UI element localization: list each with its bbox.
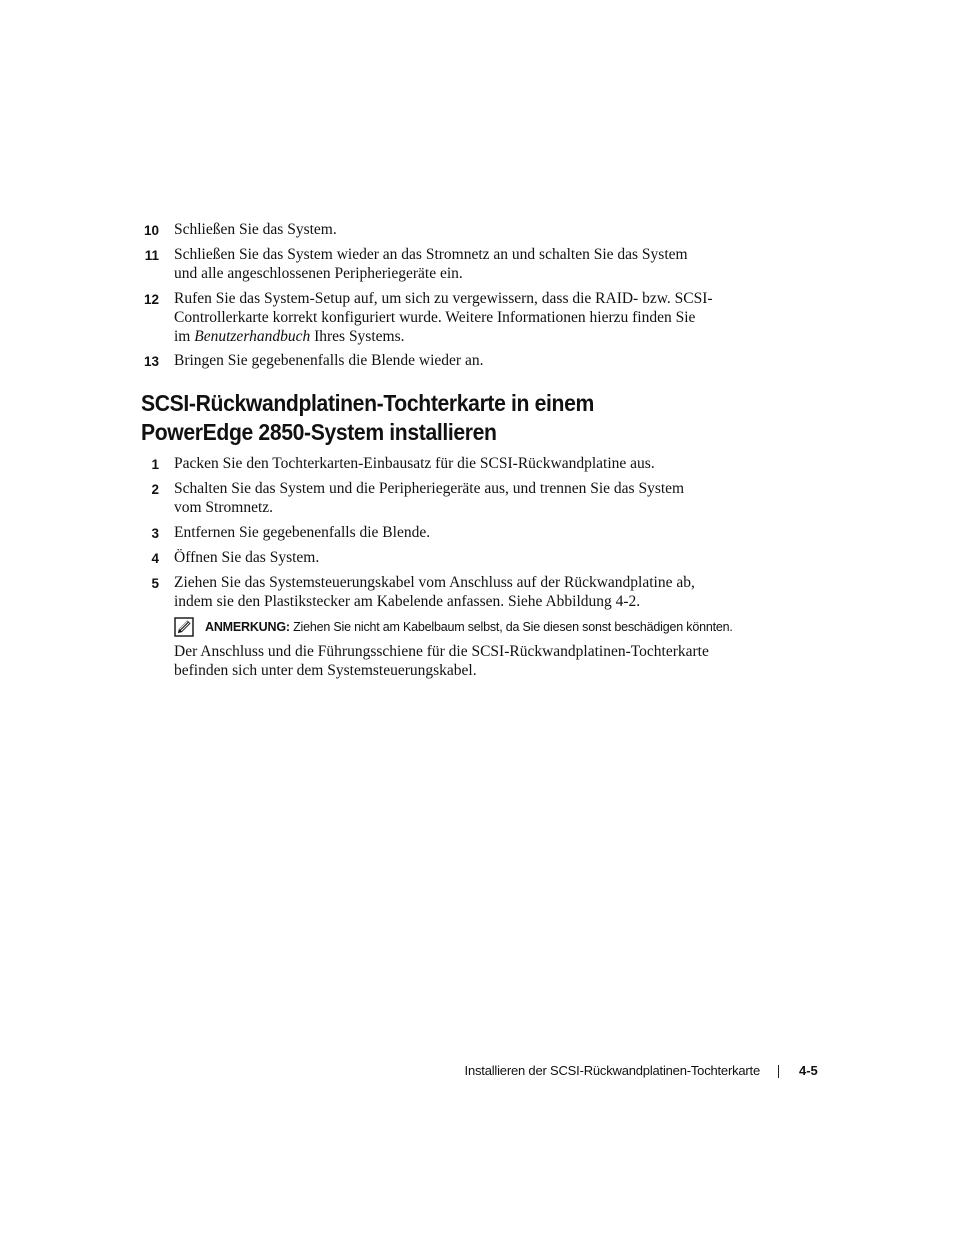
- section-heading: [141, 389, 730, 447]
- note-label: ANMERKUNG:: [205, 620, 290, 634]
- step-text-part: Rufen Sie das System-Setup auf, um sich zu vergewissern, dass die RAID- bzw. SCSI-Controllerkarte korrekt konfiguriert wurde. Weitere Informationen hierzu finden Sie im: [174, 290, 713, 345]
- step-text-part: Ihres Systems.: [310, 328, 405, 345]
- step-text: Öffnen Sie das System.: [174, 549, 320, 566]
- page-number: 4-5: [799, 1063, 818, 1078]
- step-number: 10: [143, 223, 159, 238]
- page-footer: [0, 1062, 954, 1082]
- step-number: 3: [151, 526, 159, 541]
- step-number: 4: [151, 551, 159, 566]
- step-text: Bringen Sie gegebenenfalls die Blende wieder an.: [174, 352, 484, 369]
- step-text: Entfernen Sie gegebenenfalls die Blende.: [174, 524, 431, 541]
- step-text: Schließen Sie das System wieder an das Stromnetz an und schalten Sie das System und alle angeschlossenen Peripheriegeräte ein.: [174, 246, 688, 282]
- step-text: Packen Sie den Tochterkarten-Einbausatz für die SCSI-Rückwandplatine aus.: [174, 455, 655, 472]
- body-paragraph: Der Anschluss und die Führungsschiene für die SCSI-Rückwandplatinen-Tochterkarte befinden sich unter dem Systemsteuerungskabel.: [174, 643, 709, 679]
- step-number: 11: [144, 248, 159, 263]
- section-heading-line: PowerEdge 2850-System installieren: [141, 419, 497, 445]
- note-pencil-icon: [174, 617, 194, 637]
- step-number: 5: [151, 576, 159, 591]
- footer-title: Installieren der SCSI-Rückwandplatinen-Tochterkarte: [464, 1063, 760, 1078]
- note-text: [205, 619, 733, 635]
- note-body: Ziehen Sie nicht am Kabelbaum selbst, da Sie diesen sonst beschädigen könnten.: [289, 620, 733, 634]
- step-number: 12: [143, 292, 159, 307]
- section-heading-line: SCSI-Rückwandplatinen-Tochterkarte in einem: [141, 390, 594, 416]
- footer-divider: [778, 1065, 779, 1078]
- step-text: Ziehen Sie das Systemsteuerungskabel vom Anschluss auf der Rückwandplatine ab, indem sie den Plastikstecker am Kabelende anfassen. Siehe Abbildung 4-2.: [174, 574, 695, 610]
- note-box: [174, 617, 794, 639]
- step-number: 1: [151, 457, 159, 472]
- step-number: 13: [143, 354, 159, 369]
- step-number: 2: [151, 482, 159, 497]
- step-text: [174, 289, 714, 346]
- manual-title: Benutzerhandbuch: [194, 328, 311, 345]
- step-text: Schalten Sie das System und die Peripheriegeräte aus, und trennen Sie das System vom Stromnetz.: [174, 480, 685, 516]
- step-text: Schließen Sie das System.: [174, 221, 337, 238]
